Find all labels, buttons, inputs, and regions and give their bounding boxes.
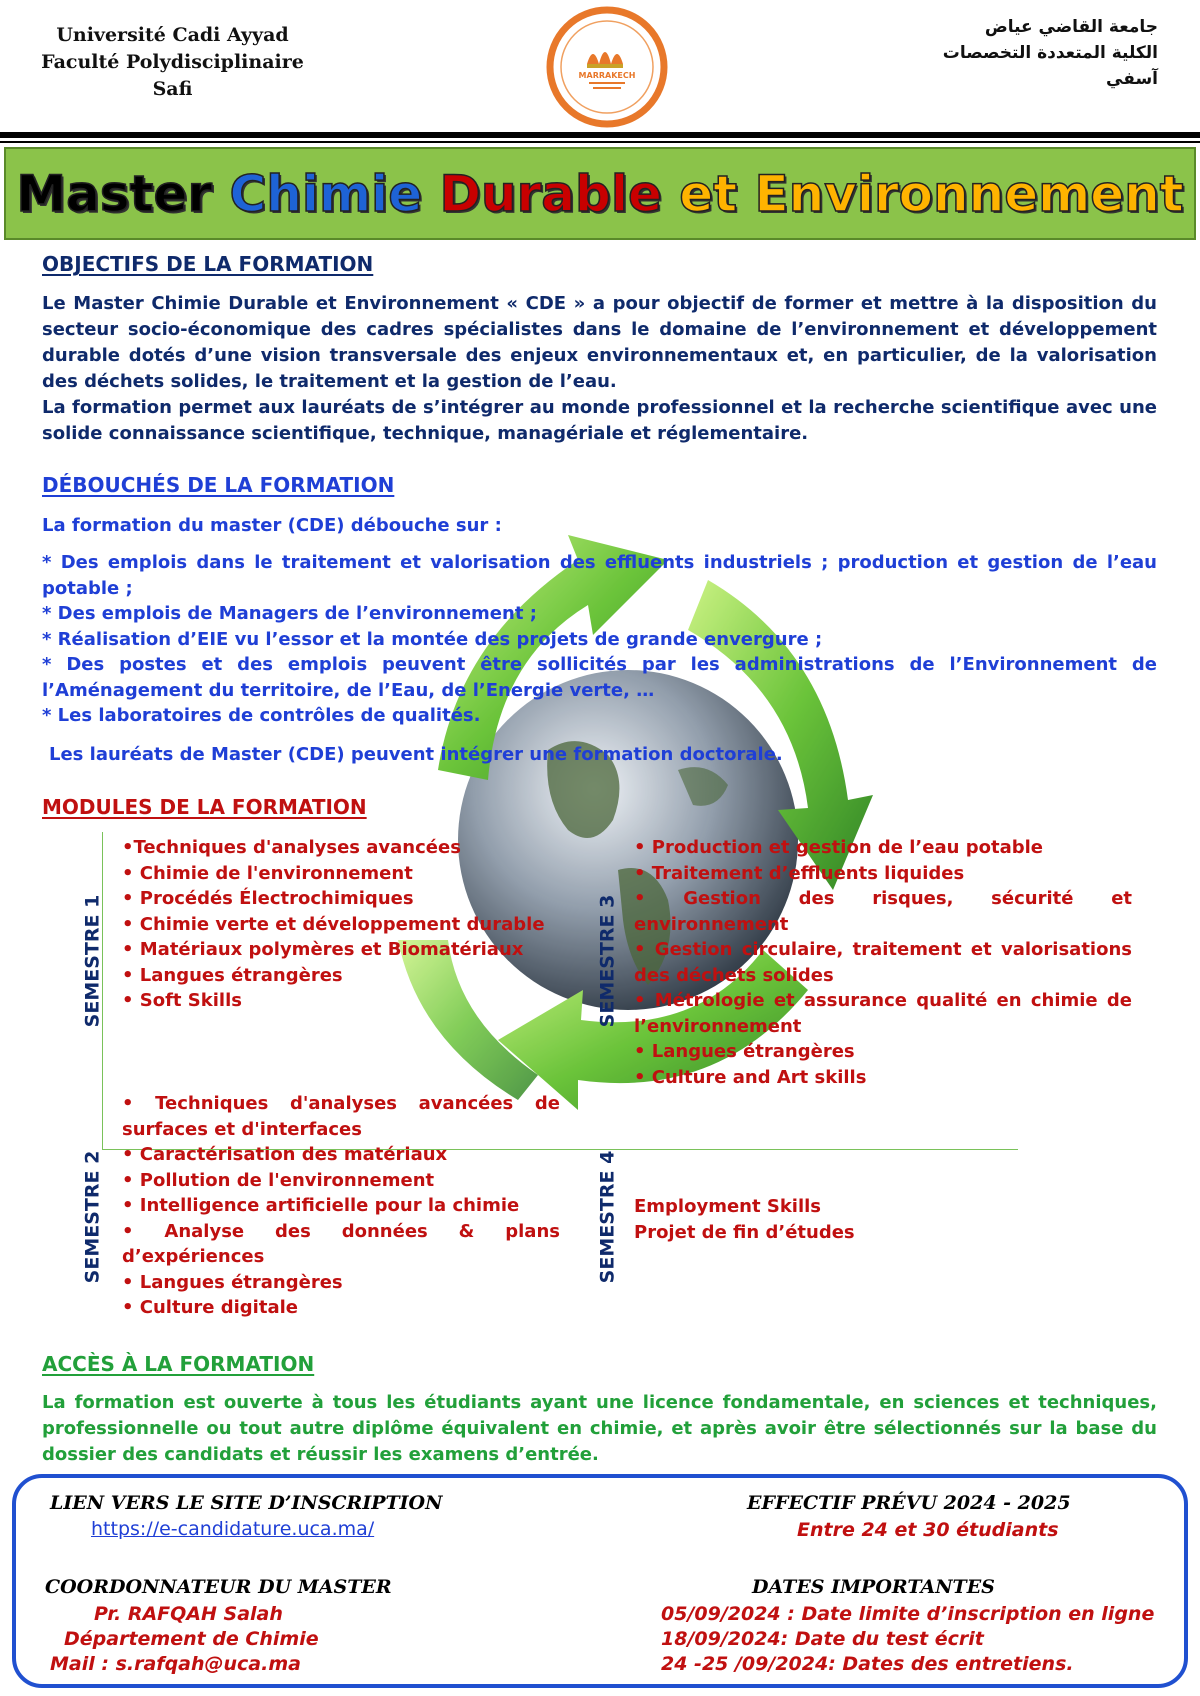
debouches-item: * Les laboratoires de contrôles de qualités.	[42, 705, 481, 726]
semester-3-label: SEMESTRE 3	[596, 894, 619, 1028]
objectifs-paragraph-1: Le Master Chimie Durable et Environnement « CDE » a pour objectif de former et mettre à la disposition du secteur socio-économique des cadres spécialistes dans le domaine de l’environnement et développement durable dotés d’une vision transversale des enjeux environnementaux et, en particulier, de la valorisation des déchets solides, le traitement et la gestion de l’eau.	[42, 293, 1157, 392]
module-item: • Métrologie et assurance qualité en chimie de l’environnement	[634, 990, 1132, 1037]
semester-4-modules	[634, 1194, 1034, 1245]
debouches-item: * Réalisation d’EIE vu l’essor et la montée des projets de grande envergure ;	[42, 628, 823, 650]
module-item: • Matériaux polymères et Biomatériaux	[122, 939, 524, 960]
coordinator-label: COORDONNATEUR DU MASTER	[45, 1576, 392, 1598]
semester-1-modules	[122, 835, 562, 1014]
semester-2-label: SEMESTRE 2	[81, 1150, 104, 1284]
title-part-durable: Durable	[439, 164, 662, 223]
module-item: • Culture digitale	[122, 1297, 298, 1318]
effectif-value: Entre 24 et 30 étudiants	[797, 1519, 1059, 1541]
header-divider-thin	[0, 141, 1200, 143]
module-item: • Analyse des données & plans d’expériences	[122, 1220, 560, 1267]
debouches-item: * Des emplois de Managers de l’environnement ;	[42, 603, 537, 624]
university-name-ar	[898, 14, 1158, 92]
logo-text: MARRAKECH	[578, 71, 636, 80]
university-name-fr	[30, 22, 315, 103]
semester-2-modules	[122, 1091, 560, 1321]
page-title	[16, 165, 1183, 223]
debouches-list	[42, 550, 1157, 729]
title-banner	[4, 147, 1196, 240]
module-item: • Langues étrangères	[634, 1041, 855, 1062]
header-left-line: Université Cadi Ayyad	[56, 24, 289, 46]
module-item: • Caractérisation des matériaux	[122, 1144, 448, 1165]
date-item: 05/09/2024 : Date limite d’inscription en ligne	[661, 1603, 1155, 1625]
coordinator-email: Mail : s.rafqah@uca.ma	[50, 1653, 301, 1675]
effectif-label: EFFECTIF PRÉVU 2024 - 2025	[747, 1492, 1071, 1514]
module-item: • Intelligence artificielle pour la chimie	[122, 1195, 520, 1216]
date-item: 24 -25 /09/2024: Dates des entretiens.	[661, 1653, 1074, 1675]
module-item: • Gestion circulaire, traitement et valorisations des déchets solides	[634, 939, 1132, 986]
inscription-link-label: LIEN VERS LE SITE D’INSCRIPTION	[50, 1492, 443, 1514]
objectifs-heading: OBJECTIFS DE LA FORMATION	[42, 252, 374, 276]
coordinator-department: Département de Chimie	[64, 1628, 319, 1650]
module-item: •Techniques d'analyses avancées	[122, 837, 461, 858]
title-part-chimie: Chimie	[229, 164, 423, 223]
semester-1-label: SEMESTRE 1	[81, 894, 104, 1028]
modules-heading: MODULES DE LA FORMATION	[42, 795, 367, 819]
module-item: • Gestion des risques, sécurité et environnement	[634, 888, 1132, 935]
module-item: • Chimie de l'environnement	[122, 862, 413, 884]
objectifs-paragraph-2: La formation permet aux lauréats de s’intégrer au monde professionnel et la recherche scientifique avec une solide connaissance scientifique, technique, managériale et réglementaire.	[42, 397, 1157, 444]
debouches-heading: DÉBOUCHÉS DE LA FORMATION	[42, 473, 395, 497]
debouches-outro: Les lauréats de Master (CDE) peuvent intégrer une formation doctorale.	[49, 744, 783, 765]
semester-4-label: SEMESTRE 4	[596, 1150, 619, 1284]
debouches-item: * Des emplois dans le traitement et valorisation des effluents industriels ; production et gestion de l’eau potable ;	[42, 552, 1157, 599]
debouches-intro: La formation du master (CDE) débouche sur :	[42, 515, 502, 536]
inscription-link[interactable]: https://e-candidature.uca.ma/	[91, 1518, 375, 1540]
header-right-line: الكلية المتعددة التخصصات	[942, 43, 1158, 63]
coordinator-name: Pr. RAFQAH Salah	[94, 1603, 283, 1625]
module-item: • Langues étrangères	[122, 964, 343, 986]
module-item: • Pollution de l'environnement	[122, 1169, 435, 1191]
acces-paragraph: La formation est ouverte à tous les étudiants ayant une licence fondamentale, en sciences et techniques, professionnelle ou tout autre diplôme équivalent en chimie, et après avoir être sélectionnés sur la base du dossier des candidats et réussir les examens d’entrée.	[42, 1392, 1157, 1465]
module-item: • Techniques d'analyses avancées de surfaces et d'interfaces	[122, 1093, 560, 1140]
acces-heading: ACCÈS À LA FORMATION	[42, 1352, 315, 1376]
module-item: • Traitement d’effluents liquides	[634, 862, 965, 884]
debouches-item: * Des postes et des emplois peuvent être sollicités par les administrations de l’Environnement de l’Aménagement du territoire, de l’Eau, de l’Energie verte, …	[42, 654, 1157, 701]
module-item: • Soft Skills	[122, 990, 242, 1011]
date-item: 18/09/2024: Date du test écrit	[661, 1628, 984, 1650]
header-divider	[0, 132, 1200, 138]
module-item: • Production et gestion de l’eau potable	[634, 837, 1043, 858]
module-item: • Procédés Électrochimiques	[122, 888, 414, 909]
module-item: Employment Skills	[634, 1196, 822, 1217]
university-logo	[543, 6, 671, 128]
header-right-line: جامعة القاضي عياض	[984, 17, 1158, 37]
header-right-line: آسفي	[1106, 69, 1158, 89]
module-item: Projet de fin d’études	[634, 1221, 855, 1243]
module-item: • Langues étrangères	[122, 1271, 343, 1293]
header-left-line: Faculté Polydisciplinaire	[41, 51, 304, 73]
title-part-environnement: et Environnement	[679, 164, 1184, 223]
title-part-master: Master	[16, 164, 213, 223]
module-item: • Chimie verte et développement durable	[122, 913, 545, 935]
dates-label: DATES IMPORTANTES	[752, 1576, 995, 1598]
header-left-line: Safi	[152, 78, 193, 100]
semester-3-modules	[634, 835, 1132, 1090]
module-item: • Culture and Art skills	[634, 1066, 867, 1088]
